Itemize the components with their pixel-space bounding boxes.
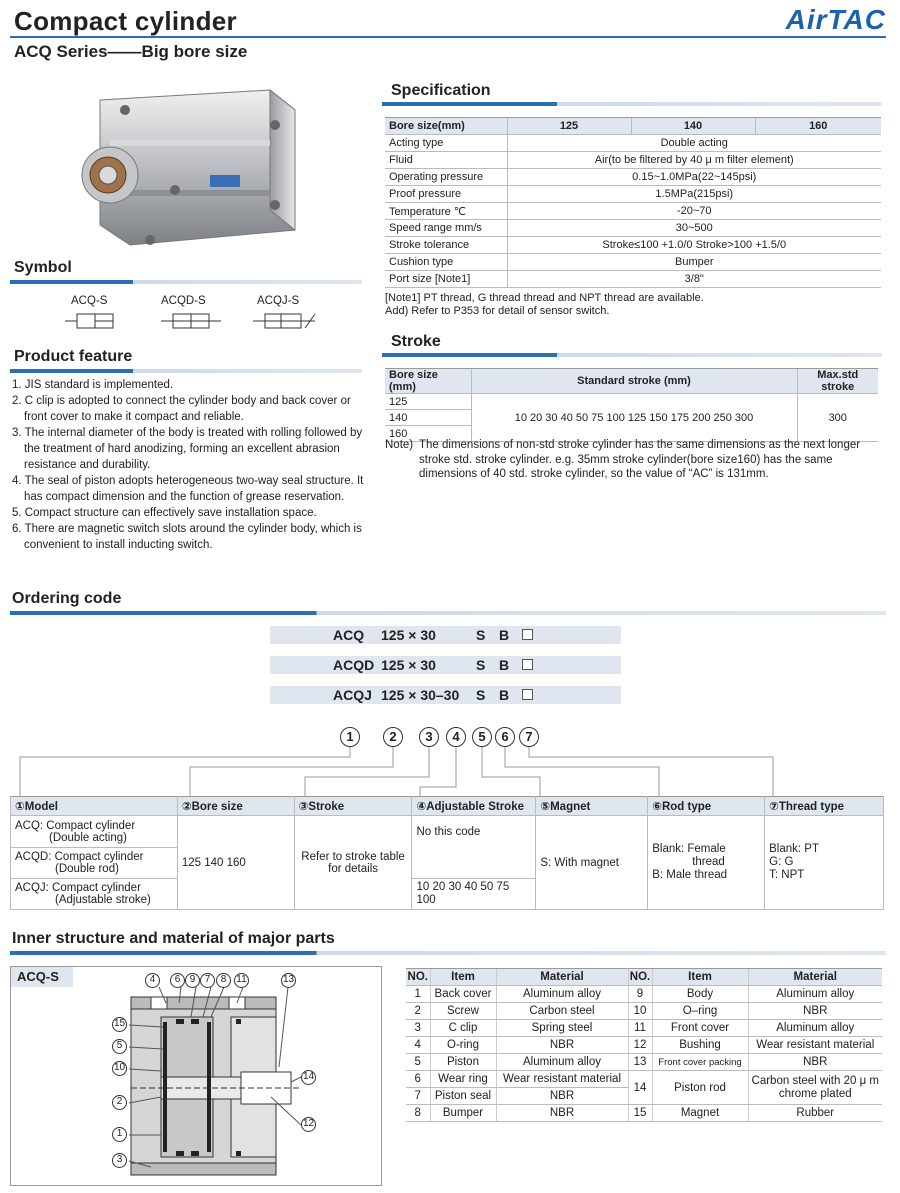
feature-item: 4. The seal of piston adopts heterogeneous two-way seal structure. It has compact dimension and the function of grease reservation. — [12, 475, 364, 503]
callout-circle: 13 — [281, 973, 296, 988]
parts-row: 3 C clip Spring steel 11 Front cover Aluminum alloy — [406, 1020, 882, 1037]
order-magnet-text: S: With magnet — [536, 816, 648, 910]
checkbox-icon — [522, 689, 533, 700]
stroke-table — [385, 368, 878, 442]
section-symbol: Symbol — [14, 259, 72, 276]
checkbox-icon — [522, 659, 533, 670]
callout-circle: 2 — [383, 727, 403, 747]
callout-circle: 1 — [112, 1127, 127, 1142]
product-image — [70, 80, 310, 255]
order-stroke-text: Refer to stroke table for details — [294, 816, 412, 910]
stroke-head-standard: Standard stroke (mm) — [471, 369, 797, 394]
stroke-standard-values: 10 20 30 40 50 75 100 125 150 175 200 250 300 — [471, 394, 797, 442]
callout-circle: 10 — [112, 1061, 127, 1076]
spec-head-125: 125 — [507, 118, 631, 135]
structure-bar — [10, 951, 886, 955]
order-head-adjustable: ④Adjustable Stroke — [412, 797, 536, 816]
callout-circle: 6 — [495, 727, 515, 747]
order-code-acq: ACQ 125 × 30 S B — [270, 626, 621, 644]
structure-label: ACQ-S — [11, 967, 73, 987]
parts-row: 4 O-ring NBR 12 Bushing Wear resistant material — [406, 1037, 882, 1054]
feature-item: 1. JIS standard is implemented. — [12, 379, 174, 391]
symbol-label-acqd: ACQD-S — [161, 295, 206, 307]
stroke-head-bore: Bore size (mm) — [385, 369, 471, 394]
spec-bar — [382, 102, 882, 106]
feature-bar — [10, 369, 362, 373]
feature-list — [12, 377, 372, 553]
spec-row: Port size [Note1] 3/8" — [385, 271, 881, 288]
order-head-model: ①Model — [11, 797, 178, 816]
callout-circle: 11 — [234, 973, 249, 988]
symbol-bar — [10, 280, 362, 284]
parts-row: 8 Bumper NBR 15 Magnet Rubber — [406, 1105, 882, 1122]
order-head-stroke: ③Stroke — [294, 797, 412, 816]
callout-circle: 5 — [472, 727, 492, 747]
callout-circle: 3 — [112, 1153, 127, 1168]
callout-circle: 7 — [200, 973, 215, 988]
spec-note2: Add) Refer to P353 for detail of sensor switch. — [385, 305, 610, 317]
spec-table — [385, 117, 881, 288]
callout-circle: 6 — [170, 973, 185, 988]
order-head-rod: ⑥Rod type — [648, 797, 765, 816]
parts-row: 5 Piston Aluminum alloy 13 Front cover packing NBR — [406, 1054, 882, 1071]
brand-logo: AirTAC — [785, 4, 886, 35]
parts-row: 1 Back cover Aluminum alloy 9 Body Aluminum alloy — [406, 986, 882, 1003]
callout-circle: 8 — [216, 973, 231, 988]
structure-drawing — [11, 967, 381, 1185]
spec-row: Speed range mm/s 30~500 — [385, 220, 881, 237]
spec-header-row — [385, 118, 881, 135]
spec-head-140: 140 — [631, 118, 755, 135]
section-ordering-code: Ordering code — [12, 590, 122, 607]
order-adjustable-values: 10 20 30 40 50 75 100 — [412, 879, 536, 910]
ordering-table: ①Model ②Bore size ③Stroke ④Adjustable Stroke ⑤Magnet ⑥Rod type ⑦Thread type ACQ: Compact cylinder (Double acting) 125 140 160 Refer to stroke table for details No this code S: With magnet Blank: Female thread B: Male thread Blank: PT G: G T: NPT ACQD: Compact cylinder (Double rod) ACQJ: Compact cylinder (Adjustable stroke) 10 20 30 40 50 75 100 — [10, 796, 884, 910]
spec-row: Operating pressure 0.15~1.0MPa(22~145psi) — [385, 169, 881, 186]
callout-circle: 1 — [340, 727, 360, 747]
section-stroke: Stroke — [391, 333, 441, 350]
spec-row: Temperature ℃ -20~70 — [385, 203, 881, 220]
order-code-acqj: ACQJ 125 × 30–30 S B — [270, 686, 621, 704]
spec-row: Fluid Air(to be filtered by 40 μ m filter element) — [385, 152, 881, 169]
section-inner-structure: Inner structure and material of major parts — [12, 930, 335, 947]
stroke-bar — [382, 353, 882, 357]
callout-circle: 7 — [519, 727, 539, 747]
spec-row: Cushion type Bumper — [385, 254, 881, 271]
callout-circle: 4 — [446, 727, 466, 747]
page-title: Compact cylinder — [14, 6, 237, 36]
spec-note1: [Note1] PT thread, G thread thread and NPT thread are available. — [385, 292, 704, 304]
parts-table: NO. Item Material NO. Item Material 1 Back cover Aluminum alloy 9 Body Aluminum alloy 2 Screw Carbon steel 10 O–ring NBR 3 C clip Spring steel 11 Front cover Aluminum alloy 4 O-ring NBR 12 Bushing Wear resistant material 5 Piston Aluminum alloy 13 Front cover packing NBR 6 Wear ring Wear resistant material 14 Piston rod Carbon steel with 20 μ m chrome plated 7 Piston seal NBR 8 Bumper NBR 15 Magnet Rubber — [406, 968, 882, 1122]
callout-circle: 5 — [112, 1039, 127, 1054]
order-head-thread: ⑦Thread type — [765, 797, 884, 816]
feature-item: 2. C clip is adopted to connect the cylinder body and back cover or front cover to make it compact and reliable. — [12, 395, 351, 423]
parts-row: 2 Screw Carbon steel 10 O–ring NBR — [406, 1003, 882, 1020]
checkbox-icon — [522, 629, 533, 640]
callout-circle: 2 — [112, 1095, 127, 1110]
stroke-note: Note) The dimensions of non-std stroke cylinder has the same dimensions as the next longer stroke std. stroke cylinder. e.g. 35mm stroke cylinder(bore size160) has the same dimensions of 40 std. stroke cylinder, so the value of “AC” is 131mm. — [385, 439, 861, 480]
callout-circle: 14 — [301, 1070, 316, 1085]
stroke-head-max: Max.std stroke — [797, 369, 878, 394]
callout-circle: 4 — [145, 973, 160, 988]
structure-diagram-frame — [10, 966, 382, 1186]
order-head-magnet: ⑤Magnet — [536, 797, 648, 816]
spec-head-160: 160 — [755, 118, 881, 135]
spec-row: Acting type Double acting — [385, 135, 881, 152]
ordering-bar — [10, 611, 886, 615]
callout-circle: 12 — [301, 1117, 316, 1132]
stroke-max-value: 300 — [797, 394, 878, 442]
symbol-label-acq: ACQ-S — [71, 295, 108, 307]
cylinder-symbols — [65, 310, 325, 332]
spec-head-bore: Bore size(mm) — [385, 118, 507, 135]
spec-row: Stroke tolerance Stroke≤100 +1.0/0 Stroke>100 +1.5/0 — [385, 237, 881, 254]
symbol-label-acqj: ACQJ-S — [257, 295, 300, 307]
order-adjustable-none: No this code — [412, 816, 536, 879]
spec-row: Proof pressure 1.5MPa(215psi) — [385, 186, 881, 203]
section-specification: Specification — [391, 82, 491, 99]
stroke-bore: 125 — [385, 394, 471, 410]
callout-circle: 3 — [419, 727, 439, 747]
section-product-feature: Product feature — [14, 348, 133, 365]
parts-row: 7 Piston seal NBR — [406, 1088, 882, 1105]
feature-item: 3. The internal diameter of the body is treated with rolling followed by the treatment of hard anodizing, forming an excellent abrasion resistance and durability. — [12, 427, 363, 471]
callout-circle: 9 — [185, 973, 200, 988]
stroke-bore: 160 — [385, 426, 471, 442]
feature-item: 6. There are magnetic switch slots around the cylinder body, which is convenient to install inducting switch. — [12, 523, 362, 551]
feature-item: 5. Compact structure can effectively save installation space. — [12, 507, 317, 519]
stroke-bore: 140 — [385, 410, 471, 426]
order-head-bore: ②Bore size — [177, 797, 294, 816]
order-bore-values: 125 140 160 — [177, 816, 294, 910]
callout-circle: 15 — [112, 1017, 127, 1032]
title-rule — [10, 36, 886, 38]
page-subtitle: ACQ Series——Big bore size — [14, 42, 248, 61]
parts-row: 6 Wear ring Wear resistant material 14 Piston rod Carbon steel with 20 μ m chrome plated — [406, 1071, 882, 1088]
order-code-acqd: ACQD 125 × 30 S B — [270, 656, 621, 674]
